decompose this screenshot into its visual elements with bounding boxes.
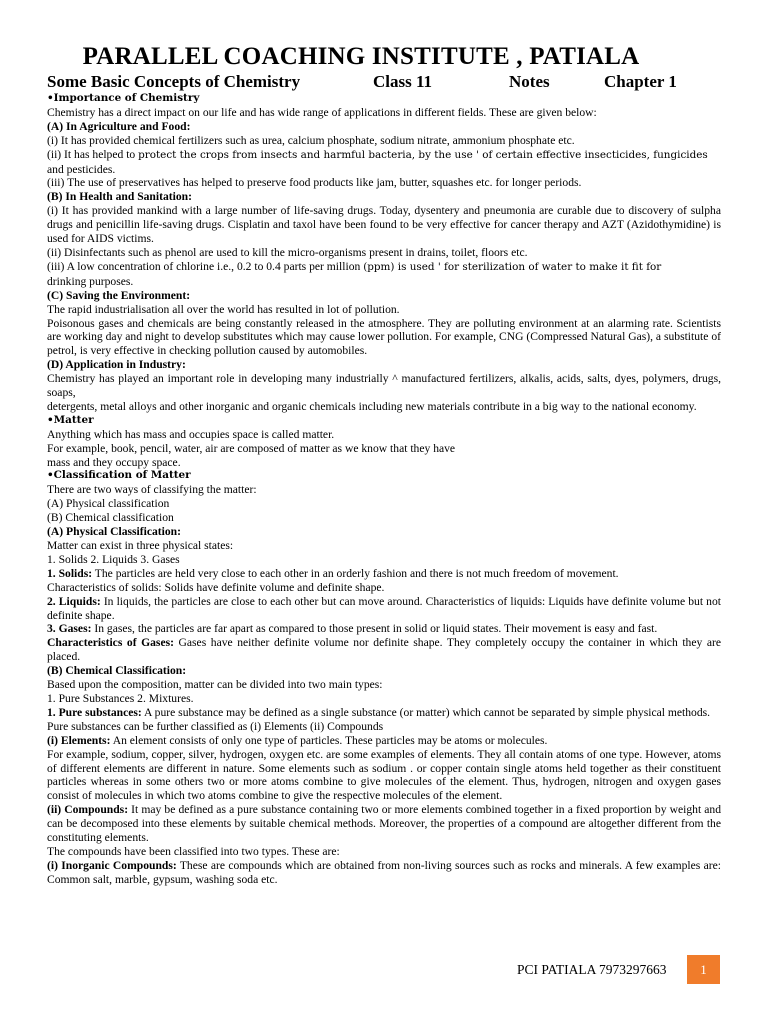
paragraph: (A) Physical classification bbox=[47, 497, 170, 511]
paragraph: Matter can exist in three physical states: bbox=[47, 539, 234, 552]
labeled-paragraph bbox=[47, 622, 721, 636]
paragraph-label: 1. Pure substances: bbox=[47, 705, 142, 719]
paragraph-text: These are compounds which are obtained from non-living sources such as rocks and minerals. A few examples are: Common salt, marble, gypsum, washing soda etc. bbox=[47, 858, 722, 886]
subsection-heading: (B) Chemical Classification: bbox=[47, 664, 187, 678]
paragraph-text-alt-font: protect the crops from insects and harmful bacteria, by the use ' of certain effective insecticides, fungicides bbox=[138, 148, 708, 161]
paragraph: 1. Solids 2. Liquids 3. Gases bbox=[47, 552, 180, 566]
page-title: PARALLEL COACHING INSTITUTE , PATIALA bbox=[82, 43, 640, 70]
paragraph: drinking purposes. bbox=[47, 274, 134, 288]
paragraph-text-alt-font: (ppm) is used ' for sterilization of water to make it fit for bbox=[363, 260, 662, 273]
paragraph-text: An element consists of only one type of particles. These particles may be atoms or molecules. bbox=[110, 733, 548, 747]
paragraph: The rapid industrialisation all over the world has resulted in lot of pollution. bbox=[47, 302, 400, 316]
paragraph: 1. Pure Substances 2. Mixtures. bbox=[47, 691, 194, 705]
paragraph-label: 2. Liquids: bbox=[47, 594, 101, 608]
labeled-paragraph bbox=[47, 595, 721, 623]
paragraph-text: It may be defined as a pure substance containing two or more elements combined together in a fixed proportion by weight and can be decomposed into these elements by suitable chemical methods. Moreover, the properties of a compound are altogether different from the constituting elements. bbox=[47, 803, 722, 845]
labeled-paragraph bbox=[47, 734, 721, 748]
paragraph: (ii) Disinfectants such as phenol are used to kill the micro-organisms present in drains, toilet, floors etc. bbox=[47, 245, 528, 259]
paragraph: (iii) The use of preservatives has helped to preserve food products like jam, butter, squashes etc. for longer periods. bbox=[47, 176, 582, 190]
paragraph-text: (iii) A low concentration of chlorine i.e., 0.2 to 0.4 parts per million bbox=[47, 259, 364, 273]
paragraph: (B) Chemical classification bbox=[47, 511, 174, 525]
subsection-heading: (A) Physical Classification: bbox=[47, 525, 181, 539]
document-body bbox=[47, 92, 721, 887]
paragraph-text: In liquids, the particles are close to each other but can move around. Characteristics of liquids: Liquids have definite volume but not definite shape. bbox=[47, 594, 721, 622]
paragraph: mass and they occupy space. bbox=[47, 455, 181, 469]
labeled-paragraph bbox=[47, 859, 721, 887]
labeled-paragraph bbox=[47, 636, 721, 664]
paragraph-label: (ii) Compounds: bbox=[47, 803, 129, 817]
paragraph: For example, book, pencil, water, air are composed of matter as we know that they have bbox=[47, 441, 456, 455]
paragraph: Poisonous gases and chemicals are being constantly released in the atmosphere. They are polluting environment at an alarming rate. Scientists are working day and night to develop substitutes which may cause lower pollution. For example, CNG (Compressed Natural Gas), a substitute of petrol, is very effective in checking pollution caused by automobiles. bbox=[47, 316, 721, 358]
subsection-heading: (D) Application in Industry: bbox=[47, 358, 186, 372]
paragraph-label: 3. Gases: bbox=[47, 622, 92, 636]
section-heading: •Matter bbox=[47, 413, 94, 426]
class-label: Class 11 bbox=[373, 72, 433, 91]
paragraph-label: 1. Solids: bbox=[47, 566, 93, 580]
paragraph bbox=[47, 148, 721, 163]
paragraph: Pure substances can be further classified as (i) Elements (ii) Compounds bbox=[47, 719, 384, 733]
paragraph: and pesticides. bbox=[47, 162, 116, 176]
paragraph: Characteristics of solids: Solids have definite volume and definite shape. bbox=[47, 580, 385, 594]
section-heading: •Classification of Matter bbox=[47, 469, 191, 482]
paragraph-text: A pure substance may be defined as a single substance (or matter) which cannot be separated by simple physical methods. bbox=[141, 705, 711, 719]
subject-label: Some Basic Concepts of Chemistry bbox=[47, 72, 301, 91]
paragraph-label: (i) Elements: bbox=[47, 733, 111, 747]
notes-label: Notes bbox=[509, 72, 550, 91]
paragraph-text: In gases, the particles are far apart as compared to those present in solid or liquid states. Their movement is easy and fast. bbox=[91, 622, 658, 636]
paragraph-label: Characteristics of Gases: bbox=[47, 636, 174, 650]
paragraph: (i) It has provided mankind with a large number of life-saving drugs. Today, dysentery and pneumonia are curable due to discovery of sulpha drugs and penicillin life-saving drugs. Cisplatin and taxol have been found to be very effective for cancer therapy and AZT (Azidothymidine) is used for AIDS victims. bbox=[47, 204, 721, 246]
paragraph-text: The particles are held very close to each other in an orderly fashion and there is not much freedom of movement. bbox=[92, 566, 619, 580]
section-heading: •Importance of Chemistry bbox=[47, 92, 200, 104]
labeled-paragraph bbox=[47, 803, 721, 845]
footer-text: PCI PATIALA 7973297663 bbox=[517, 962, 667, 977]
page-number-badge: 1 bbox=[687, 955, 720, 984]
paragraph: The compounds have been classified into two types. These are: bbox=[47, 844, 340, 858]
paragraph: (i) It has provided chemical fertilizers such as urea, calcium phosphate, sodium nitrate, ammonium phosphate etc. bbox=[47, 133, 575, 147]
subsection-heading: (C) Saving the Environment: bbox=[47, 288, 191, 302]
paragraph: For example, sodium, copper, silver, hydrogen, oxygen etc. are some examples of elements. They all contain atoms of one type. However, atoms of different elements are different in nature. Some elements such as sodium . or copper contain single atoms held together as their constituent particles whereas in some others two or more atoms combine to give molecules of the element. Thus, hydrogen, nitrogen and oxygen gases consist of molecules in which two atoms combine to give the respective molecules of the element. bbox=[47, 747, 721, 803]
paragraph: Based upon the composition, matter can be divided into two main types: bbox=[47, 678, 383, 692]
subsection-heading: (B) In Health and Sanitation: bbox=[47, 190, 192, 204]
document-subtitle bbox=[47, 72, 721, 92]
paragraph: detergents, metal alloys and other inorganic and organic chemicals including new materials contribute in a big way to the national economy. bbox=[47, 399, 697, 413]
chapter-label: Chapter 1 bbox=[604, 72, 677, 91]
paragraph: There are two ways of classifying the matter: bbox=[47, 483, 257, 497]
paragraph: Chemistry has played an important role in developing many industrially ^ manufactured fertilizers, alkalis, acids, salts, dyes, polymers, drugs, soaps, bbox=[47, 372, 721, 400]
labeled-paragraph bbox=[47, 706, 721, 720]
subsection-heading: (A) In Agriculture and Food: bbox=[47, 119, 191, 133]
paragraph bbox=[47, 260, 721, 275]
labeled-paragraph bbox=[47, 567, 721, 581]
paragraph-label: (i) Inorganic Compounds: bbox=[47, 858, 177, 872]
paragraph: Anything which has mass and occupies space is called matter. bbox=[47, 427, 335, 441]
paragraph-text: Gases have neither definite volume nor definite shape. They completely occupy the container in which they are placed. bbox=[47, 636, 721, 664]
paragraph-text: (ii) It has helped to bbox=[47, 147, 139, 161]
paragraph: Chemistry has a direct impact on our life and has wide range of applications in different fields. These are given below: bbox=[47, 105, 597, 119]
